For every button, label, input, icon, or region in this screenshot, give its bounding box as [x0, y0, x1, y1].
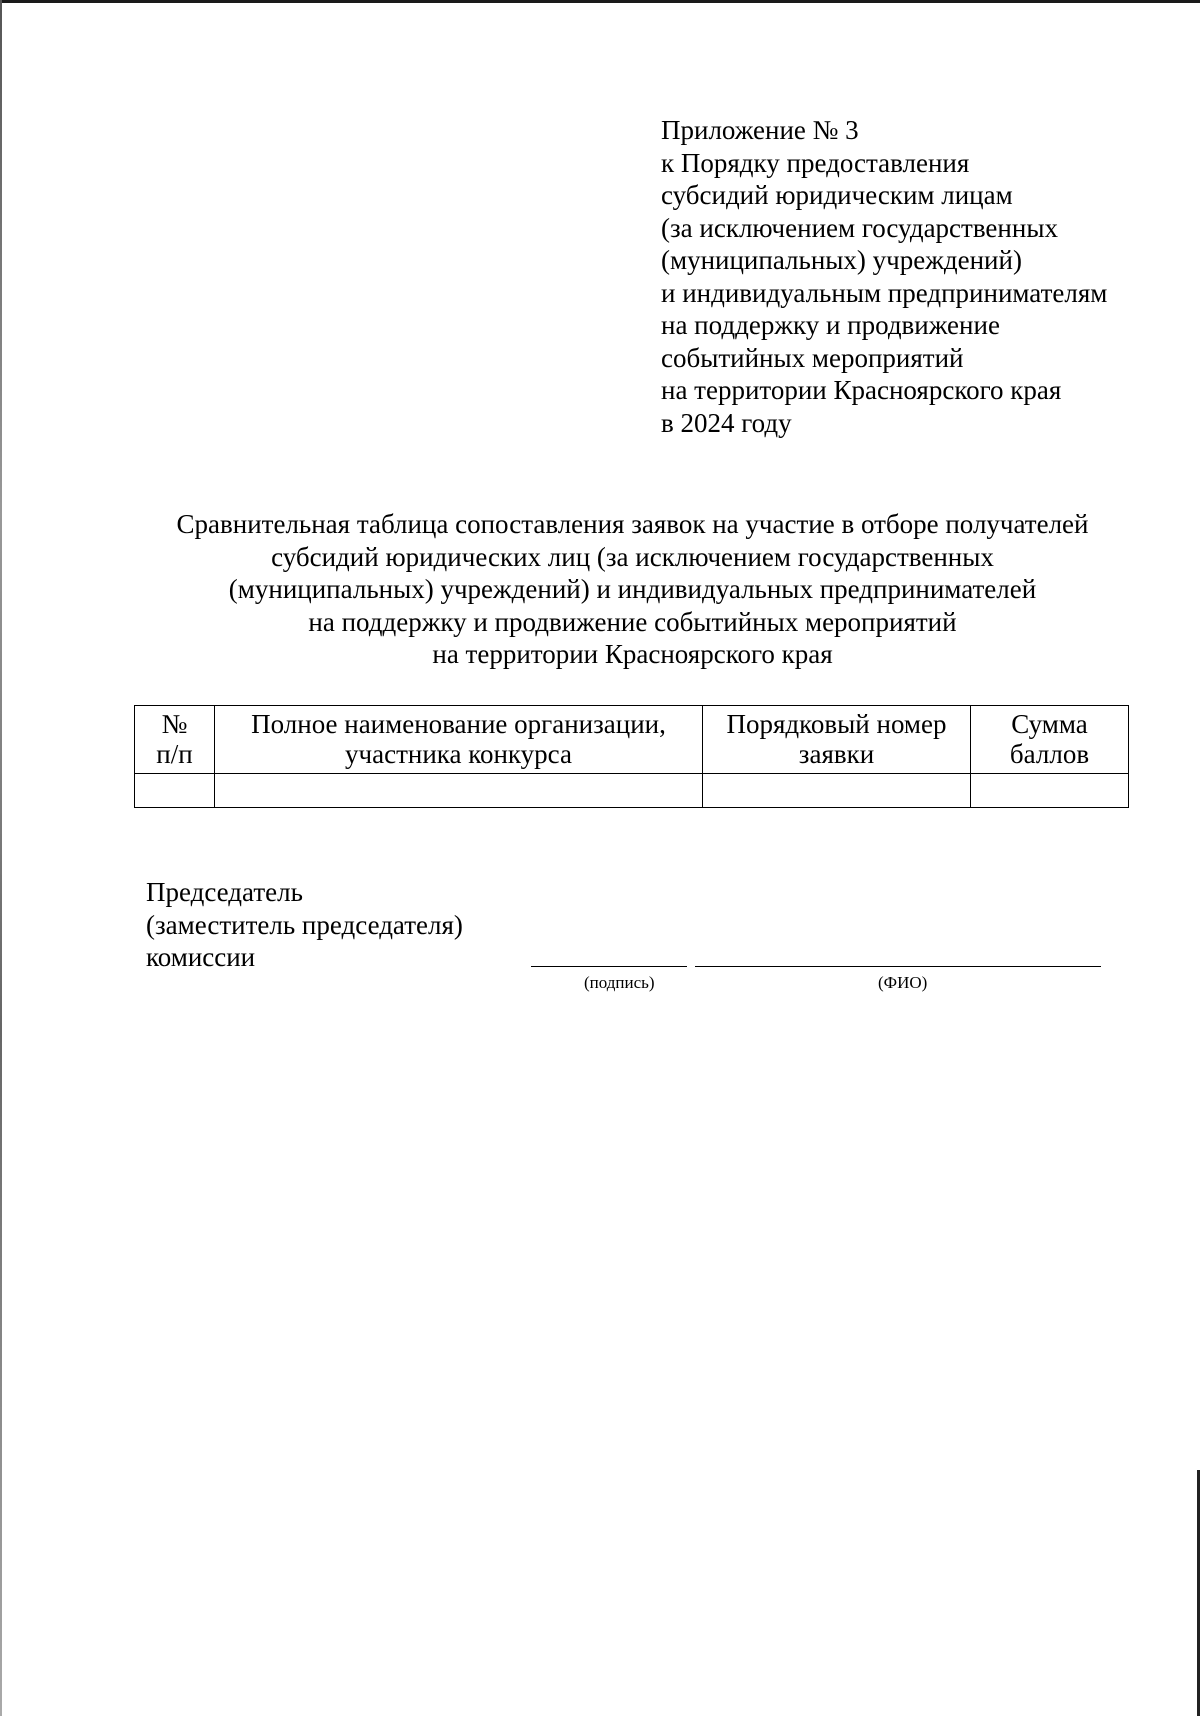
header-number: № п/п — [135, 706, 215, 774]
appendix-header — [661, 114, 1181, 439]
signature-line — [531, 966, 687, 967]
chairman-line: (заместитель председателя) — [146, 909, 463, 940]
chairman-line: Председатель — [146, 877, 303, 907]
comparison-table — [134, 705, 1129, 808]
appendix-line: субсидий юридическим лицам — [661, 180, 1013, 210]
title-line: Сравнительная таблица сопоставления заявок на участие в отборе получателей — [176, 509, 1089, 539]
fio-line — [695, 966, 1101, 967]
chairman-block — [146, 876, 463, 974]
cell-score-sum — [971, 774, 1129, 808]
appendix-line: событийных мероприятий — [661, 342, 964, 373]
appendix-line: и индивидуальным предпринимателям — [661, 277, 1108, 308]
cell-number — [135, 774, 215, 808]
appendix-line: на поддержку и продвижение — [661, 310, 1000, 340]
cell-organization-name — [215, 774, 703, 808]
appendix-line: в 2024 году — [661, 407, 792, 438]
appendix-line: (за исключением государственных — [661, 212, 1058, 243]
appendix-line: на территории Красноярского края — [661, 375, 1062, 405]
signature-caption: (подпись) — [584, 973, 655, 992]
header-organization-name: Полное наименование организации, участника конкурса — [215, 706, 703, 774]
fio-caption: (ФИО) — [878, 973, 928, 992]
scan-edge-left — [0, 0, 2, 1716]
appendix-line: Приложение № 3 — [661, 115, 859, 145]
table-row — [135, 774, 1129, 808]
header-application-number: Порядковый номер заявки — [703, 706, 971, 774]
document-title — [100, 508, 1165, 671]
appendix-line: (муниципальных) учреждений) — [661, 245, 1022, 275]
chairman-line: комиссии — [146, 942, 256, 972]
table-header-row — [135, 706, 1129, 774]
cell-application-number — [703, 774, 971, 808]
title-line: (муниципальных) учреждений) и индивидуальных предпринимателей — [228, 574, 1037, 604]
scan-edge-top — [0, 0, 1200, 3]
title-line: на территории Красноярского края — [432, 639, 833, 669]
title-line: субсидий юридических лиц (за исключением государственных — [271, 541, 994, 572]
header-score-sum: Сумма баллов — [971, 706, 1129, 774]
title-line: на поддержку и продвижение событийных мероприятий — [308, 606, 957, 637]
appendix-line: к Порядку предоставления — [661, 147, 970, 178]
